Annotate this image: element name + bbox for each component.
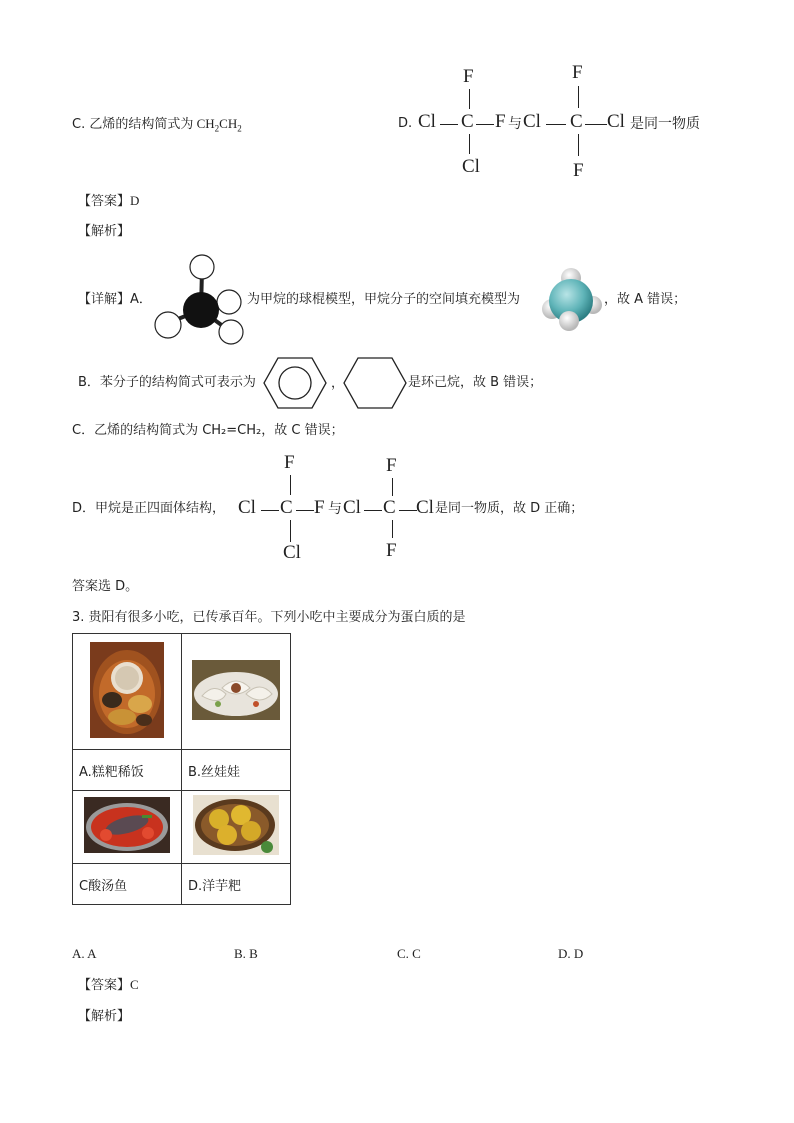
option-c-prefix: C. — [72, 117, 86, 132]
choice-c[interactable]: C. C — [397, 946, 421, 961]
mol2-top: F — [572, 62, 583, 83]
det-mol1-bond-left — [261, 510, 279, 511]
det-mol2-bond-bottom — [392, 520, 393, 538]
mol1-bond-left — [440, 124, 458, 125]
food-b-image-cell — [182, 634, 291, 750]
rice-cake-porridge-image — [90, 642, 164, 738]
option-d-prefix: D. — [398, 116, 413, 131]
q3-answer-label: 【答案】 — [78, 978, 131, 993]
det-mol1-center: C — [280, 497, 293, 518]
det-mol2-bottom: F — [386, 540, 397, 561]
q2-answer-value: D — [130, 193, 140, 208]
si-wawa-image — [192, 660, 280, 720]
choice-a[interactable]: A. A — [72, 946, 97, 961]
mol2-bond-top — [578, 86, 579, 108]
food-d-label: D.洋芋粑 — [182, 864, 291, 905]
detail-d-connector: 与 — [328, 501, 342, 517]
det-mol1-bond-top — [290, 475, 291, 495]
det-mol2-bond-right — [399, 510, 417, 511]
q2-answer — [78, 192, 139, 211]
option-d-suffix: 是同一物质 — [630, 116, 700, 132]
mol2-bond-left — [546, 124, 566, 125]
det-mol1-bond-bottom — [290, 520, 291, 542]
det-mol1-bottom: Cl — [283, 542, 301, 563]
cyclohexane-ring-image — [342, 355, 408, 411]
mol1-bond-right — [476, 124, 494, 125]
q2-conclusion: 答案选 D。 — [72, 579, 139, 594]
mol1-bottom: Cl — [462, 156, 480, 177]
mol1-center: C — [461, 111, 474, 132]
q3-answer — [78, 976, 139, 995]
det-mol2-right: Cl — [416, 497, 434, 518]
q2-analysis-label: 【解析】 — [78, 224, 131, 239]
det-mol2-bond-left — [364, 510, 382, 511]
mol1-top: F — [463, 66, 474, 87]
mol1-bond-top — [469, 89, 470, 109]
q2-answer-label: 【答案】 — [78, 194, 131, 209]
ball-and-stick-model-image — [150, 252, 250, 347]
food-c-label: C酸汤鱼 — [73, 864, 182, 905]
det-mol1-bond-right — [296, 510, 314, 511]
choice-d[interactable]: D. D — [558, 946, 584, 961]
detail-a-lead: 【详解】A． — [78, 292, 152, 307]
choice-b[interactable]: B. B — [234, 946, 258, 961]
det-mol1-top: F — [284, 452, 295, 473]
mol2-left: Cl — [523, 111, 541, 132]
food-d-image-cell — [182, 791, 291, 864]
option-c-formula-b: CH — [219, 116, 238, 131]
mol1-right: F — [495, 111, 506, 132]
detail-b-lead: B．苯分子的结构简式可表示为 — [78, 375, 256, 390]
detail-b-comma: ， — [331, 376, 345, 391]
food-a-label: A.糕粑稀饭 — [73, 750, 182, 791]
food-b-label: B.丝娃娃 — [182, 750, 291, 791]
sour-soup-fish-image — [84, 797, 170, 853]
det-mol1-right: F — [314, 497, 325, 518]
detail-b-end: 是环己烷，故 B 错误； — [408, 375, 543, 390]
option-d-connector: 与 — [508, 116, 522, 132]
mol2-bond-bottom — [578, 134, 579, 156]
det-mol2-left: Cl — [343, 497, 361, 518]
detail-a-end: ，故 A 错误； — [604, 292, 687, 307]
detail-a-mid: 为甲烷的球棍模型，甲烷分子的空间填充模型为 — [247, 292, 521, 307]
det-mol2-center: C — [383, 497, 396, 518]
q3-stem: 3. 贵阳有很多小吃，已传承百年。下列小吃中主要成分为蛋白质的是 — [72, 610, 466, 625]
mol2-bond-right — [585, 124, 607, 125]
option-c — [72, 115, 242, 138]
mol2-center: C — [570, 111, 583, 132]
food-a-image-cell — [73, 634, 182, 750]
det-mol1-left: Cl — [238, 497, 256, 518]
option-c-sub1: 2 — [214, 123, 220, 134]
mol2-right: Cl — [607, 111, 625, 132]
option-c-sub2: 2 — [237, 123, 242, 134]
potato-cake-image — [193, 795, 279, 855]
space-filling-model-image — [538, 265, 604, 333]
mol1-bond-bottom — [469, 134, 470, 154]
option-c-formula-a: 乙烯的结构简式为 CH — [89, 116, 215, 131]
det-mol2-top: F — [386, 455, 397, 476]
mol2-bottom: F — [573, 160, 584, 181]
detail-d-lead: D．甲烷是正四面体结构， — [72, 501, 226, 516]
q3-answer-value: C — [130, 977, 139, 992]
q3-analysis-label: 【解析】 — [78, 1009, 131, 1024]
det-mol2-bond-top — [392, 478, 393, 496]
detail-c-text: C．乙烯的结构简式为 CH₂=CH₂，故 C 错误； — [72, 423, 344, 438]
food-c-image-cell — [73, 791, 182, 864]
option-c-text — [89, 116, 242, 134]
detail-d-end: 是同一物质，故 D 正确； — [435, 501, 584, 516]
mol1-left: Cl — [418, 111, 436, 132]
benzene-ring-image — [262, 355, 328, 411]
food-table — [72, 633, 291, 905]
